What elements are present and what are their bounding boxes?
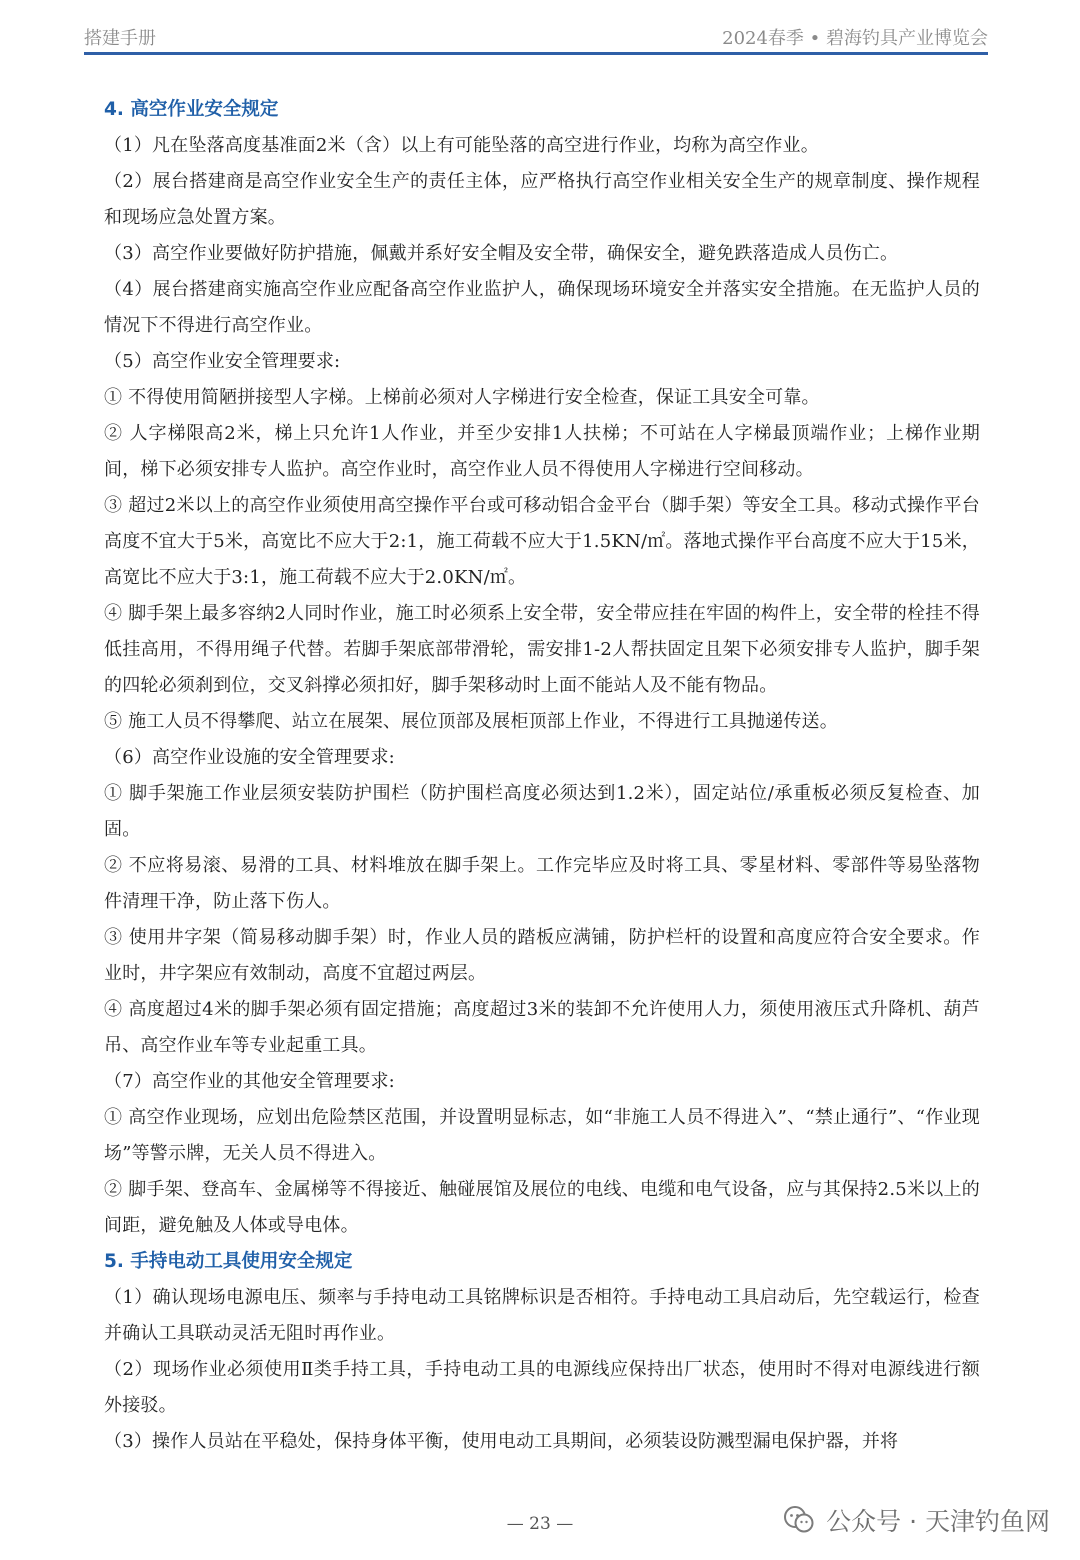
paragraph: ① 脚手架施工作业层须安装防护围栏（防护围栏高度必须达到1.2米），固定站位/承重板必须反复检查、加固。 xyxy=(104,783,980,840)
document-body xyxy=(104,92,980,1460)
paragraph: ① 不得使用简陋拼接型人字梯。上梯前必须对人字梯进行安全检查，保证工具安全可靠。 xyxy=(104,387,820,408)
paragraph: ④ 高度超过4米的脚手架必须有固定措施；高度超过3米的装卸不允许使用人力，须使用液压式升降机、葫芦吊、高空作业车等专业起重工具。 xyxy=(104,999,980,1056)
paragraph: ② 人字梯限高2米，梯上只允许1人作业，并至少安排1人扶梯；不可站在人字梯最顶端作业；上梯作业期间，梯下必须安排专人监护。高空作业时，高空作业人员不得使用人字梯进行空间移动。 xyxy=(104,423,980,480)
wechat-icon xyxy=(782,1503,816,1537)
paragraph: （7）高空作业的其他安全管理要求: xyxy=(104,1071,395,1092)
watermark-text: 公众号 · 天津钓鱼网 xyxy=(826,1507,1050,1536)
header-left-title: 搭建手册 xyxy=(84,28,156,49)
section-heading: 4. 高空作业安全规定 xyxy=(104,99,279,120)
paragraph: （2）展台搭建商是高空作业安全生产的责任主体，应严格执行高空作业相关安全生产的规章制度、操作规程和现场应急处置方案。 xyxy=(104,171,980,228)
paragraph: （3）高空作业要做好防护措施，佩戴并系好安全帽及安全带，确保安全，避免跌落造成人员伤亡。 xyxy=(104,243,899,264)
paragraph: （3）操作人员站在平稳处，保持身体平衡，使用电动工具期间，必须装设防溅型漏电保护器，并将 xyxy=(104,1431,899,1452)
paragraph: ④ 脚手架上最多容纳2人同时作业，施工时必须系上安全带，安全带应挂在牢固的构件上，安全带的栓挂不得低挂高用，不得用绳子代替。若脚手架底部带滑轮，需安排1-2人帮扶固定且架下必须安排专人监护，脚手架的四轮必须刹到位，交叉斜撑必须扣好，脚手架移动时上面不能站人及不能有物品。 xyxy=(104,603,980,696)
paragraph: ⑤ 施工人员不得攀爬、站立在展架、展位顶部及展柜顶部上作业，不得进行工具抛递传送。 xyxy=(104,711,838,732)
paragraph: ③ 超过2米以上的高空作业须使用高空操作平台或可移动铝合金平台（脚手架）等安全工具。移动式操作平台高度不宜大于5米，高宽比不应大于2:1，施工荷载不应大于1.5KN/㎡。落地式操作平台高度不应大于15米，高宽比不应大于3:1，施工荷载不应大于2.0KN/㎡。 xyxy=(104,495,980,588)
paragraph: ① 高空作业现场，应划出危险禁区范围，并设置明显标志，如“非施工人员不得进入”、“禁止通行”、“作业现场”等警示牌，无关人员不得进入。 xyxy=(104,1107,980,1164)
paragraph: （1）确认现场电源电压、频率与手持电动工具铭牌标识是否相符。手持电动工具启动后，先空载运行，检查并确认工具联动灵活无阻时再作业。 xyxy=(104,1287,980,1344)
watermark xyxy=(782,1500,1050,1540)
paragraph: ③ 使用井字架（简易移动脚手架）时，作业人员的踏板应满铺，防护栏杆的设置和高度应符合安全要求。作业时，井字架应有效制动，高度不宜超过两层。 xyxy=(104,927,980,984)
header-rule xyxy=(84,52,988,55)
section-heading: 5. 手持电动工具使用安全规定 xyxy=(104,1251,353,1272)
paragraph: ② 脚手架、登高车、金属梯等不得接近、触碰展馆及展位的电线、电缆和电气设备，应与其保持2.5米以上的间距，避免触及人体或导电体。 xyxy=(104,1179,980,1236)
paragraph: （4）展台搭建商实施高空作业应配备高空作业监护人，确保现场环境安全并落实安全措施。在无监护人员的情况下不得进行高空作业。 xyxy=(104,279,980,336)
page-number: — 23 — xyxy=(506,1514,574,1534)
paragraph: （6）高空作业设施的安全管理要求: xyxy=(104,747,395,768)
paragraph: （1）凡在坠落高度基准面2米（含）以上有可能坠落的高空进行作业，均称为高空作业。 xyxy=(104,135,819,156)
paragraph: （5）高空作业安全管理要求: xyxy=(104,351,341,372)
header-right-title: 2024春季 • 碧海钓具产业博览会 xyxy=(722,28,988,49)
paragraph: （2）现场作业必须使用Ⅱ类手持工具，手持电动工具的电源线应保持出厂状态，使用时不得对电源线进行额外接驳。 xyxy=(104,1359,980,1416)
page-header xyxy=(84,22,988,52)
paragraph: ② 不应将易滚、易滑的工具、材料堆放在脚手架上。工作完毕应及时将工具、零星材料、零部件等易坠落物件清理干净，防止落下伤人。 xyxy=(104,855,980,912)
